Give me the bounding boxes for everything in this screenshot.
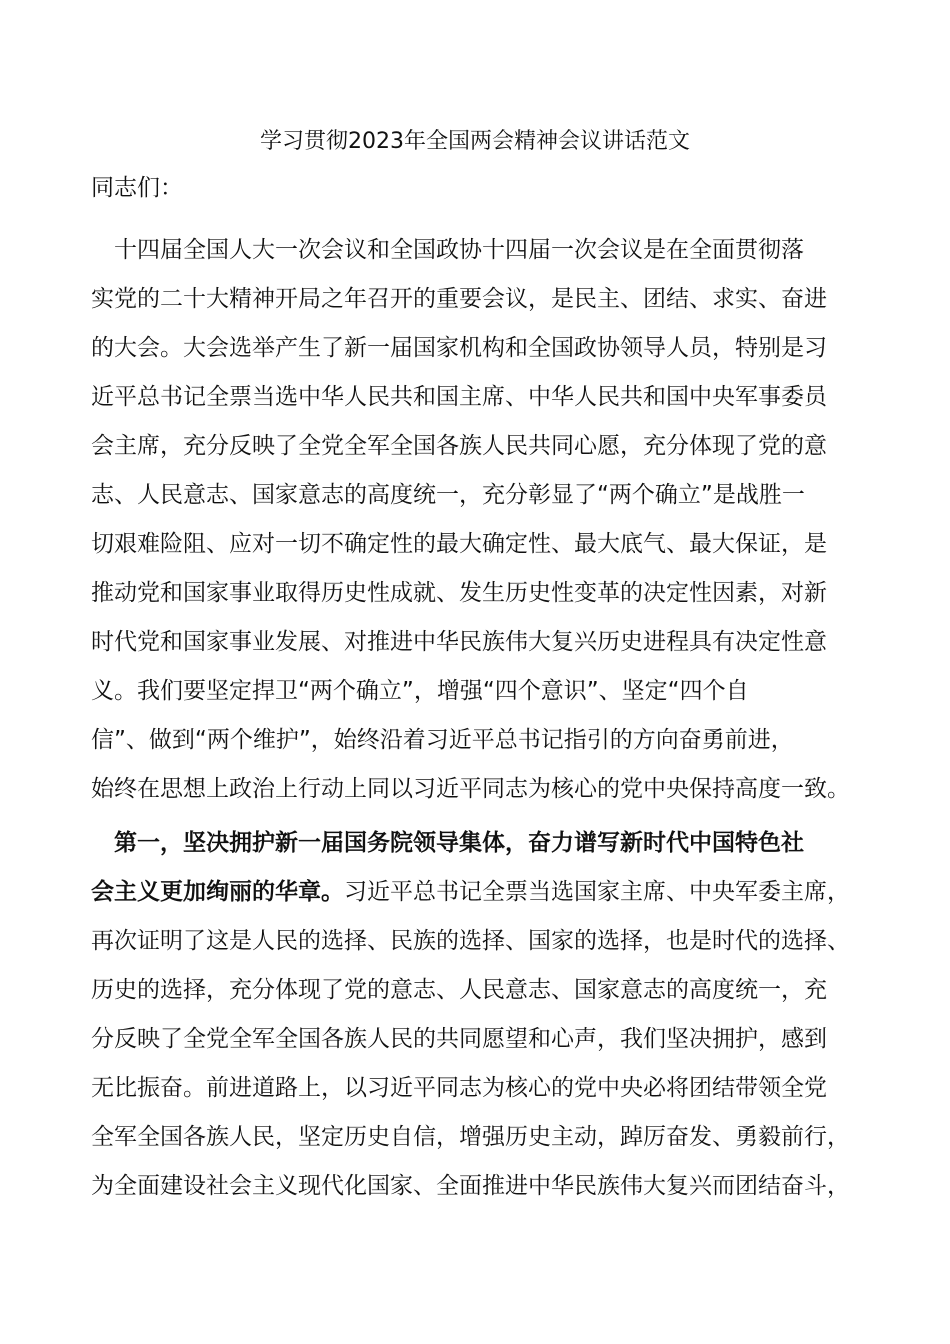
paragraph-line: 会主席，充分反映了全党全军全国各族人民共同心愿，充分体现了党的意 bbox=[91, 433, 827, 459]
paragraph-line: 无比振奋。前进道路上，以习近平同志为核心的党中央必将团结带领全党 bbox=[91, 1075, 827, 1101]
paragraph-line: 分反映了全党全军全国各族人民的共同愿望和心声，我们坚决拥护，感到 bbox=[91, 1026, 827, 1052]
paragraph-line: 近平总书记全票当选中华人民共和国主席、中华人民共和国中央军事委员 bbox=[91, 384, 827, 410]
paragraph-line: 全军全国各族人民，坚定历史自信，增强历史主动，踔厉奋发、勇毅前行， bbox=[91, 1124, 850, 1150]
paragraph-line: 为全面建设社会主义现代化国家、全面推进中华民族伟大复兴而团结奋斗， bbox=[91, 1173, 850, 1199]
paragraph-line: 的大会。大会选举产生了新一届国家机构和全国政协领导人员，特别是习 bbox=[91, 335, 827, 361]
section-heading-end: 会主义更加绚丽的华章。 bbox=[91, 879, 344, 905]
paragraph-line bbox=[91, 868, 850, 917]
paragraph-line: 义。我们要坚定捍卫“两个确立”，增强“四个意识”、坚定“四个自 bbox=[91, 678, 749, 704]
paragraph-line: 十四届全国人大一次会议和全国政协十四届一次会议是在全面贯彻落 bbox=[91, 237, 804, 263]
paragraph-line: 信”、做到“两个维护”，始终沿着习近平总书记指引的方向奋勇前进， bbox=[91, 727, 794, 753]
paragraph-line: 志、人民意志、国家意志的高度统一，充分彰显了“两个确立”是战胜一 bbox=[91, 482, 805, 508]
paragraph-line: 推动党和国家事业取得历史性成就、发生历史性变革的决定性因素，对新 bbox=[91, 580, 827, 606]
section-heading: 第一，坚决拥护新一届国务院领导集体，奋力谱写新时代中国特色社 bbox=[91, 830, 804, 856]
paragraph-line: 再次证明了这是人民的选择、民族的选择、国家的选择，也是时代的选择、 bbox=[91, 928, 850, 954]
paragraph-line: 实党的二十大精神开局之年召开的重要会议，是民主、团结、求实、奋进 bbox=[91, 286, 827, 312]
document-title: 学习贯彻2023年全国两会精神会议讲话范文 bbox=[260, 129, 690, 154]
paragraph-line: 始终在思想上政治上行动上同以习近平同志为核心的党中央保持高度一致。 bbox=[91, 776, 850, 802]
paragraph-line: 切艰难险阻、应对一切不确定性的最大确定性、最大底气、最大保证，是 bbox=[91, 531, 827, 557]
paragraph-line: 历史的选择，充分体现了党的意志、人民意志、国家意志的高度统一，充 bbox=[91, 977, 827, 1003]
paragraph-line: 时代党和国家事业发展、对推进中华民族伟大复兴历史进程具有决定性意 bbox=[91, 629, 827, 655]
paragraph-text: 习近平总书记全票当选国家主席、中央军委主席， bbox=[344, 879, 850, 905]
salutation: 同志们： bbox=[91, 175, 183, 201]
